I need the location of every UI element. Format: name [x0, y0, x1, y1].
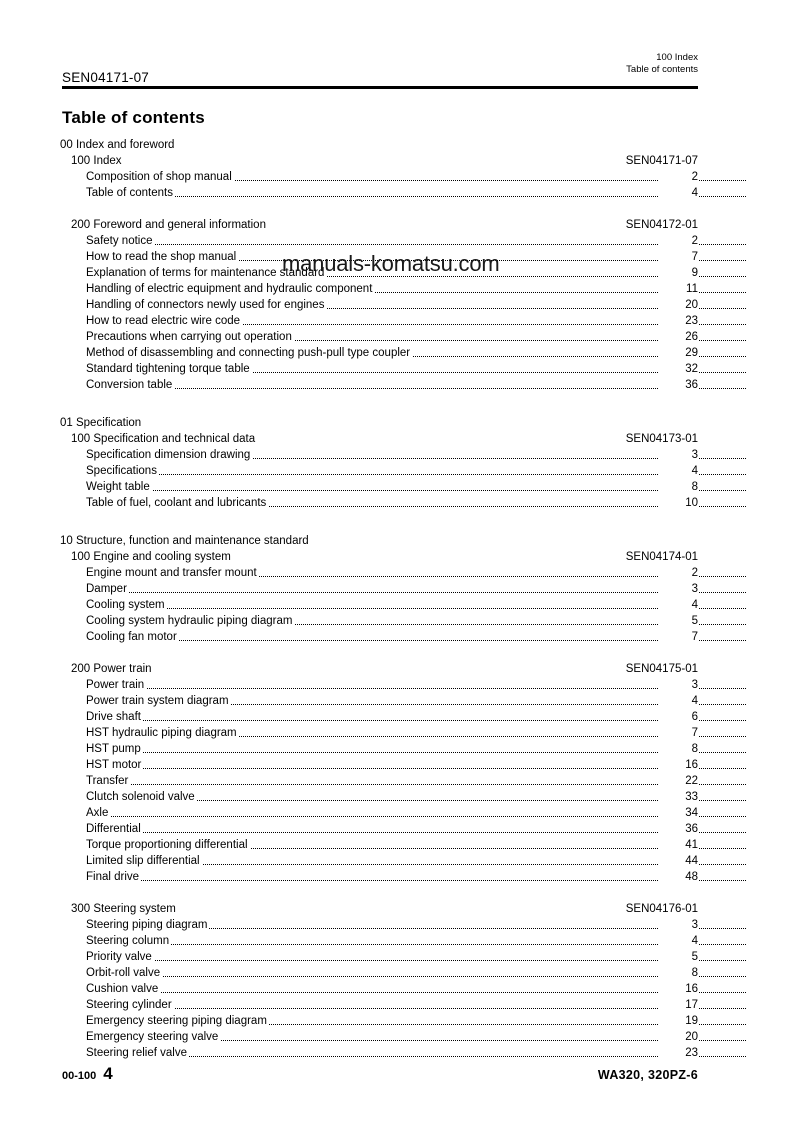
section-spacer [0, 393, 794, 415]
toc-group-heading[interactable] [0, 153, 794, 169]
toc-entry-page-number: 3 [658, 581, 698, 597]
toc-entry-page-number: 22 [658, 773, 698, 789]
toc-entry-page-number: 17 [658, 997, 698, 1013]
dot-leader [86, 196, 746, 197]
toc-entry-label: Precautions when carrying out operation [86, 331, 292, 343]
toc-entry-label: Cooling fan motor [86, 631, 177, 643]
toc-entry-label: Power train system diagram [86, 695, 229, 707]
dot-leader [86, 640, 746, 641]
toc-section-heading [0, 533, 794, 549]
toc-group-heading[interactable] [0, 901, 794, 917]
toc-entry-page-number: 23 [658, 313, 698, 329]
dot-leader [86, 474, 746, 475]
toc-entry-label: Specifications [86, 465, 157, 477]
toc-entry[interactable] [0, 821, 794, 837]
dot-leader [86, 816, 746, 817]
page-title: Table of contents [62, 108, 205, 127]
toc-entry[interactable] [0, 565, 794, 581]
toc-entry-label: Method of disassembling and connecting push-pull type coupler [86, 347, 411, 359]
toc-entry[interactable] [0, 869, 794, 885]
toc-entry[interactable] [0, 933, 794, 949]
toc-entry-label: How to read electric wire code [86, 315, 241, 327]
toc-entry-label: Torque proportioning differential [86, 839, 248, 851]
toc-entry[interactable] [0, 463, 794, 479]
dot-leader [86, 992, 746, 993]
dot-leader [86, 592, 746, 593]
dot-leader [86, 784, 746, 785]
toc-entry[interactable] [0, 1013, 794, 1029]
dot-leader [86, 608, 746, 609]
toc-section-heading [0, 137, 794, 153]
toc-group-heading[interactable] [0, 661, 794, 677]
toc-entry[interactable] [0, 495, 794, 511]
toc-entry-label: HST pump [86, 743, 141, 755]
toc-entry[interactable] [0, 233, 794, 249]
toc-entry-page-number: 48 [658, 869, 698, 885]
toc-entry-page-number: 4 [658, 185, 698, 201]
toc-entry[interactable] [0, 377, 794, 393]
dot-leader [86, 388, 746, 389]
toc-entry-label: Final drive [86, 871, 140, 883]
toc-entry-label: Steering cylinder [86, 999, 172, 1011]
toc-group-document-code: SEN04176-01 [625, 903, 698, 915]
toc-entry-page-number: 8 [658, 479, 698, 495]
toc-entry-page-number: 20 [658, 297, 698, 313]
toc-entry[interactable] [0, 853, 794, 869]
toc-entry[interactable] [0, 185, 794, 201]
toc-entry[interactable] [0, 949, 794, 965]
group-spacer [0, 645, 794, 661]
toc-entry-page-number: 41 [658, 837, 698, 853]
toc-entry-label: Specification dimension drawing [86, 449, 251, 461]
toc-entry-label: Limited slip differential [86, 855, 200, 867]
toc-entry-page-number: 36 [658, 821, 698, 837]
toc-entry[interactable] [0, 1045, 794, 1061]
toc-entry[interactable] [0, 313, 794, 329]
toc-entry[interactable] [0, 757, 794, 773]
toc-entry-page-number: 4 [658, 597, 698, 613]
toc-entry-page-number: 5 [658, 613, 698, 629]
dot-leader [86, 768, 746, 769]
page-header [62, 52, 698, 89]
toc-entry[interactable] [0, 805, 794, 821]
toc-entry[interactable] [0, 281, 794, 297]
toc-group-title: 200 Power train [71, 663, 152, 675]
toc-entry[interactable] [0, 169, 794, 185]
toc-entry-page-number: 2 [658, 233, 698, 249]
toc-entry-label: Composition of shop manual [86, 171, 232, 183]
header-section-title: Table of contents [626, 64, 698, 75]
toc-entry-label: Power train [86, 679, 145, 691]
group-spacer [0, 201, 794, 217]
toc-entry-label: Differential [86, 823, 141, 835]
toc-entry-label: Handling of connectors newly used for engines [86, 299, 325, 311]
toc-entry-page-number: 7 [658, 725, 698, 741]
toc-entry[interactable] [0, 597, 794, 613]
toc-entry[interactable] [0, 447, 794, 463]
toc-entry-page-number: 9 [658, 265, 698, 281]
footer-page-number: 4 [103, 1064, 113, 1083]
toc-entry-page-number: 4 [658, 933, 698, 949]
dot-leader [86, 880, 746, 881]
toc-group-heading[interactable] [0, 217, 794, 233]
toc-entry-page-number: 5 [658, 949, 698, 965]
watermark: manuals-komatsu.com [282, 251, 500, 276]
toc-entry-label: Clutch solenoid valve [86, 791, 195, 803]
toc-entry-label: Drive shaft [86, 711, 141, 723]
toc-entry-page-number: 34 [658, 805, 698, 821]
toc-entry-label: Table of fuel, coolant and lubricants [86, 497, 267, 509]
header-document-code: SEN04171-07 [62, 70, 150, 85]
header-section-number: 100 Index [656, 52, 698, 63]
dot-leader [86, 976, 746, 977]
toc-group-title: 100 Index [71, 155, 122, 167]
toc-entry-page-number: 20 [658, 1029, 698, 1045]
toc-entry[interactable] [0, 1029, 794, 1045]
toc-entry-label: Safety notice [86, 235, 153, 247]
toc-entry-label: Emergency steering piping diagram [86, 1015, 267, 1027]
toc-entry-page-number: 6 [658, 709, 698, 725]
toc-entry-page-number: 36 [658, 377, 698, 393]
toc-entry-page-number: 44 [658, 853, 698, 869]
toc-entry[interactable] [0, 581, 794, 597]
toc-entry-label: Cooling system hydraulic piping diagram [86, 615, 293, 627]
toc-entry-page-number: 8 [658, 741, 698, 757]
toc-entry-label: Standard tightening torque table [86, 363, 250, 375]
dot-leader [86, 960, 746, 961]
footer-document-code: 00-100 [62, 1070, 97, 1082]
toc-entry-label: Transfer [86, 775, 129, 787]
toc-entry[interactable] [0, 629, 794, 645]
toc-entry[interactable] [0, 297, 794, 313]
toc-entry-label: Cooling system [86, 599, 165, 611]
toc-entry[interactable] [0, 709, 794, 725]
toc-entry[interactable] [0, 741, 794, 757]
toc-entry-label: Steering piping diagram [86, 919, 208, 931]
toc-group-title: 100 Engine and cooling system [71, 551, 231, 563]
toc-entry-page-number: 23 [658, 1045, 698, 1061]
toc-entry-page-number: 33 [658, 789, 698, 805]
toc-section-heading-label: 10 Structure, function and maintenance standard [60, 535, 309, 547]
toc-entry[interactable] [0, 837, 794, 853]
toc-group-title: 100 Specification and technical data [71, 433, 256, 445]
toc-entry-page-number: 32 [658, 361, 698, 377]
toc-entry-page-number: 19 [658, 1013, 698, 1029]
toc-entry[interactable] [0, 329, 794, 345]
header-divider [62, 86, 698, 89]
toc-group-heading[interactable] [0, 549, 794, 565]
dot-leader [86, 1008, 746, 1009]
toc-entry-page-number: 16 [658, 757, 698, 773]
toc-group-title: 200 Foreword and general information [71, 219, 266, 231]
toc-entry-page-number: 10 [658, 495, 698, 511]
toc-entry-page-number: 3 [658, 677, 698, 693]
toc-group-document-code: SEN04172-01 [625, 219, 698, 231]
toc-entry-label: Table of contents [86, 187, 173, 199]
toc-group-heading[interactable] [0, 431, 794, 447]
toc-entry-page-number: 4 [658, 463, 698, 479]
dot-leader [86, 244, 746, 245]
toc-entry-page-number: 11 [658, 281, 698, 297]
toc-entry[interactable] [0, 613, 794, 629]
toc-entry-label: Damper [86, 583, 127, 595]
toc-entry-label: Weight table [86, 481, 150, 493]
toc-entry-label: Handling of electric equipment and hydraulic component [86, 283, 373, 295]
toc-entry-label: Orbit-roll valve [86, 967, 161, 979]
toc-entry-page-number: 2 [658, 169, 698, 185]
footer-left [62, 1064, 113, 1084]
page-footer [62, 1062, 698, 1084]
toc-entry-page-number: 29 [658, 345, 698, 361]
toc-section-heading-label: 01 Specification [60, 417, 142, 429]
toc-entry[interactable] [0, 677, 794, 693]
toc-section-heading [0, 415, 794, 431]
section-spacer [0, 511, 794, 533]
toc-group-document-code: SEN04171-07 [625, 155, 698, 167]
toc-entry-label: Steering column [86, 935, 170, 947]
toc-entry-page-number: 16 [658, 981, 698, 997]
toc-entry-label: Engine mount and transfer mount [86, 567, 257, 579]
toc-section-heading-label: 00 Index and foreword [60, 139, 175, 151]
toc-entry[interactable] [0, 965, 794, 981]
toc-entry-label: Explanation of terms for maintenance standard [86, 267, 325, 279]
toc-entry[interactable] [0, 361, 794, 377]
toc-entry-label: Emergency steering valve [86, 1031, 219, 1043]
dot-leader [86, 720, 746, 721]
toc-entry[interactable] [0, 773, 794, 789]
dot-leader [86, 490, 746, 491]
toc-entry-label: HST hydraulic piping diagram [86, 727, 237, 739]
dot-leader [86, 752, 746, 753]
toc-group-title: 300 Steering system [71, 903, 176, 915]
toc-entry-page-number: 3 [658, 447, 698, 463]
dot-leader [86, 944, 746, 945]
toc-entry[interactable] [0, 345, 794, 361]
toc-entry[interactable] [0, 981, 794, 997]
toc-group-document-code: SEN04175-01 [625, 663, 698, 675]
dot-leader [86, 832, 746, 833]
toc-entry-label: Conversion table [86, 379, 173, 391]
toc-entry[interactable] [0, 479, 794, 495]
toc-entry-page-number: 2 [658, 565, 698, 581]
toc-entry[interactable] [0, 789, 794, 805]
toc-entry-label: Priority valve [86, 951, 152, 963]
toc-group-document-code: SEN04173-01 [625, 433, 698, 445]
toc-entry-label: Axle [86, 807, 109, 819]
footer-model-name: WA320, 320PZ-6 [597, 1068, 698, 1082]
toc-entry[interactable] [0, 693, 794, 709]
toc-entry-label: HST motor [86, 759, 142, 771]
toc-entry-page-number: 7 [658, 249, 698, 265]
toc-entry-page-number: 7 [658, 629, 698, 645]
dot-leader [86, 688, 746, 689]
toc-entry[interactable] [0, 997, 794, 1013]
toc-entry-page-number: 8 [658, 965, 698, 981]
group-spacer [0, 885, 794, 901]
toc-entry-label: Steering relief valve [86, 1047, 187, 1059]
toc-entry-label: How to read the shop manual [86, 251, 237, 263]
toc-entry-page-number: 26 [658, 329, 698, 345]
toc-entry-label: Cushion valve [86, 983, 159, 995]
header-section-reference [626, 52, 698, 76]
toc-entry-page-number: 4 [658, 693, 698, 709]
toc-entry[interactable] [0, 917, 794, 933]
toc-entry-page-number: 3 [658, 917, 698, 933]
toc-entry[interactable] [0, 725, 794, 741]
toc-group-document-code: SEN04174-01 [625, 551, 698, 563]
